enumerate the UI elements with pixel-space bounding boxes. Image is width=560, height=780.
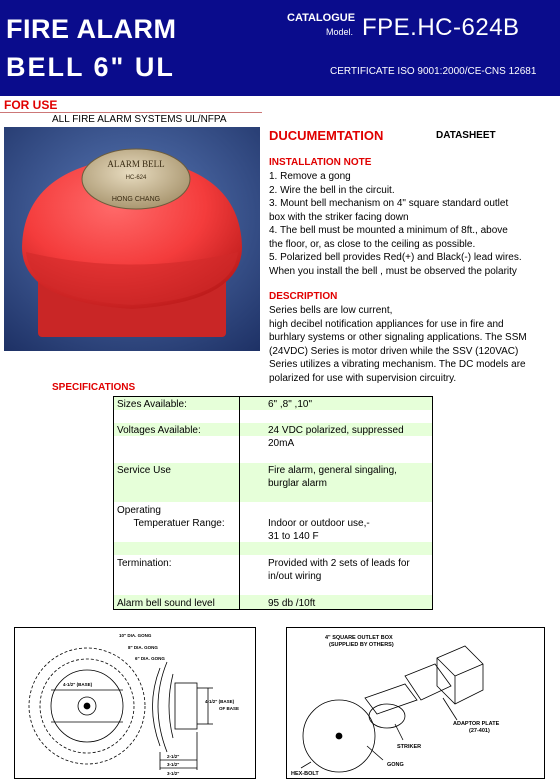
nameplate-title: ALARM BELL [107, 159, 165, 169]
spec-value: Indoor or outdoor use,- 31 to 140 F [268, 518, 370, 542]
for-use-text: ALL FIRE ALARM SYSTEMS UL/NFPA [52, 114, 227, 125]
description-line: high decibel notification appliances for use in fire and [269, 318, 504, 330]
spec-key: Alarm bell sound level [117, 598, 215, 609]
spec-key: Termination: [117, 558, 172, 569]
outlet-box [437, 646, 483, 704]
spec-key: Operating Temperatuer Range: [117, 505, 225, 529]
spec-value: Fire alarm, general singaling, burglar alarm [268, 465, 397, 489]
installation-line: 2. Wire the bell in the circuit. [269, 184, 395, 196]
dim-label: OF BASE [219, 706, 240, 711]
dim-label: 3-1/2" [167, 771, 180, 776]
assembly-label: GONG [387, 762, 404, 768]
specifications-table [113, 396, 433, 610]
bell-photo [4, 127, 260, 351]
installation-heading: INSTALLATION NOTE [269, 157, 372, 168]
installation-line: 5. Polarized bell provides Red(+) and Black(-) lead wires. [269, 252, 522, 263]
spec-value: 95 db /10ft [268, 598, 316, 609]
installation-line: 3. Mount bell mechanism on 4" square standard outlet [269, 198, 509, 209]
dim-label: 2-1/2" [167, 754, 180, 759]
dim-label: 4-1/2" (BASE) [205, 699, 235, 704]
description-line: Series utilizes a vibrating mechanism. The DC models are [269, 359, 526, 370]
assembly-label: 4" SQUARE OUTLET BOX [325, 635, 393, 641]
description-heading: DESCRIPTION [269, 291, 338, 302]
spec-value: Provided with 2 sets of leads for in/out wiring [268, 558, 410, 582]
bell-mechanism [365, 684, 417, 714]
spec-key: Sizes Available: [117, 399, 187, 410]
dim-label: 6" DIA. GONG [135, 656, 165, 661]
installation-line: the floor, or, as close to the ceiling as possible. [269, 238, 476, 250]
for-use-divider [0, 112, 262, 113]
description-line: (24VDC) Series is motor driven while the SSV (120VAC) [269, 345, 519, 357]
dim-label: 10" DIA. GONG [119, 633, 152, 638]
table-divider [239, 397, 240, 609]
dim-label: 3-1/2" [167, 762, 180, 767]
product-title-line1: FIRE ALARM [6, 14, 177, 44]
nameplate-model: HC-624 [125, 175, 147, 181]
description-line: polarized for use with supervision circuitry. [269, 372, 457, 384]
table-band [114, 489, 432, 502]
assembly-label: (27-401) [469, 728, 490, 734]
assembly-label: HEX-BOLT [291, 771, 319, 777]
dim-label: 4-1/2" (BASE) [63, 682, 93, 687]
model-number: FPE.HC-624B [362, 14, 520, 41]
certificate-text: CERTIFICATE ISO 9001:2000/CE-CNS 12681 [330, 66, 537, 77]
spec-value: 6" ,8" ,10" [268, 399, 313, 410]
description-line: burhlary systems or other signaling applications. The SSM [269, 332, 527, 343]
dimension-diagram [14, 627, 256, 779]
header-banner [0, 0, 560, 96]
product-title-line2: BELL 6" UL [6, 52, 175, 82]
spec-key: Voltages Available: [117, 425, 201, 436]
model-label: Model. [326, 27, 354, 37]
assembly-diagram [286, 627, 545, 779]
installation-line: 1. Remove a gong [269, 171, 351, 182]
description-line: Series bells are low current, [269, 305, 393, 316]
for-use-heading: FOR USE [4, 98, 58, 112]
adaptor-plate [405, 664, 451, 700]
description-text [269, 304, 557, 385]
installation-line: 4. The bell must be mounted a minimum of 8ft., above [269, 225, 508, 236]
datasheet-label: DATASHEET [436, 130, 496, 141]
dim-label: 8" DIA. GONG [128, 645, 158, 650]
installation-line: box with the striker facing down [269, 211, 409, 223]
table-band [114, 542, 432, 555]
spec-key: Service Use [117, 465, 171, 476]
assembly-label: (SUPPLIED BY OTHERS) [329, 642, 394, 648]
spec-value: 24 VDC polarized, suppressed 20mA [268, 425, 404, 449]
catalogue-label: CATALOGUE [287, 12, 356, 24]
specifications-heading: SPECIFICATIONS [52, 382, 136, 393]
installation-list [269, 170, 559, 278]
installation-line: When you install the bell , must be observed the polarity [269, 265, 517, 277]
documentation-title: DUCUMEMTATION [269, 128, 384, 143]
assembly-label: ADAPTOR PLATE [453, 721, 500, 727]
assembly-label: STRIKER [397, 744, 422, 750]
nameplate-brand: HONG CHANG [111, 196, 161, 203]
